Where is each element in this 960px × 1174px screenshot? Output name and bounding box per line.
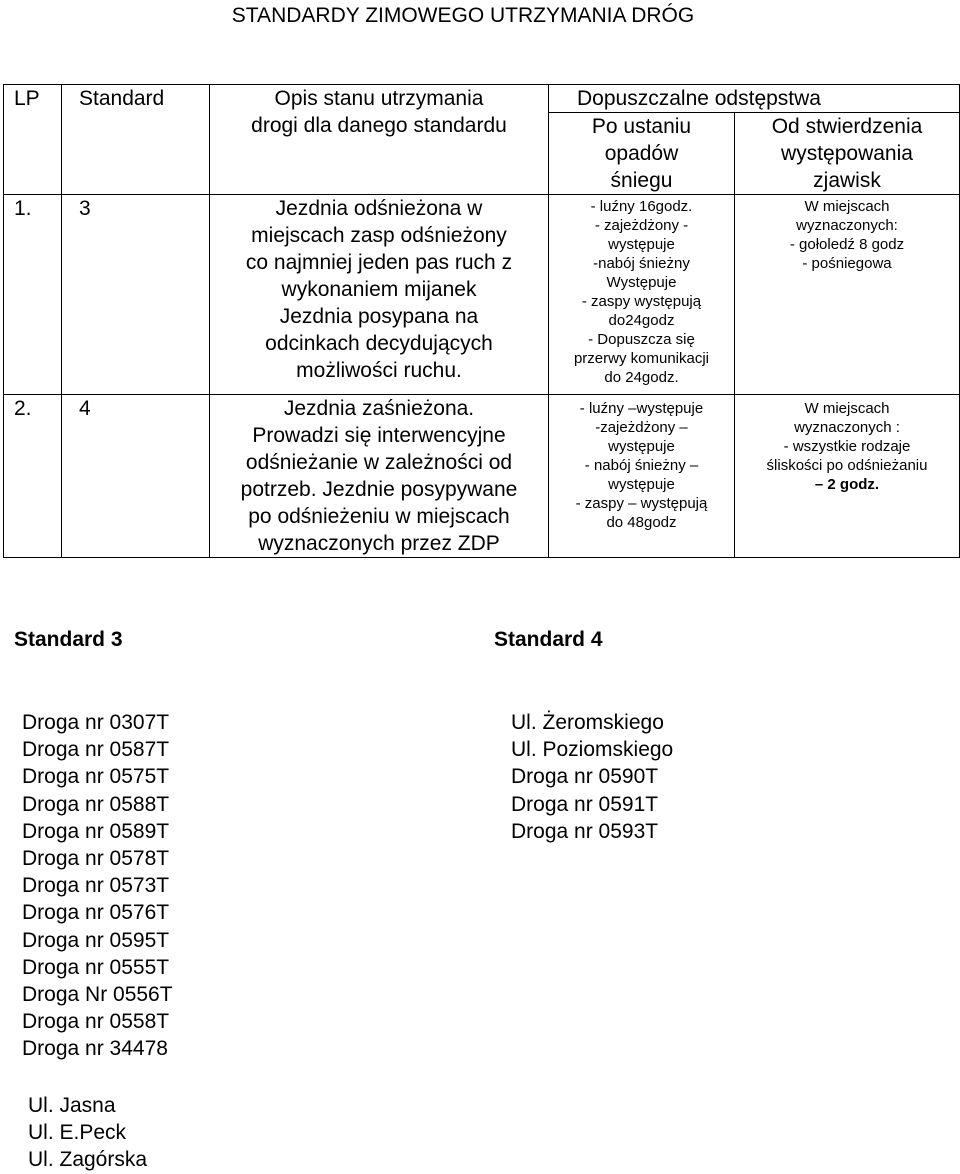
standard-3-road-list bbox=[22, 709, 173, 1063]
list-item: Droga Nr 0556T bbox=[22, 983, 173, 1007]
standard-3-street-list bbox=[28, 1092, 147, 1174]
header-after-snowfall: Po ustaniu opadów śniegu bbox=[549, 113, 735, 195]
row-description: Jezdnia odśnieżona w miejscach zasp odśnieżony co najmniej jeden pas ruch z wykonaniem mijanek Jezdnia posypana na odcinkach decydujących możliwości ruchu. bbox=[210, 195, 549, 395]
standard-3-heading: Standard 3 bbox=[14, 628, 123, 651]
row-standard: 4 bbox=[62, 395, 210, 558]
list-item: Droga nr 34478 bbox=[22, 1037, 168, 1061]
list-item: Droga nr 0593T bbox=[511, 819, 659, 843]
list-item: Droga nr 0578T bbox=[22, 847, 170, 871]
standard-4-road-list bbox=[511, 709, 673, 845]
list-item: Droga nr 0588T bbox=[22, 792, 170, 816]
list-item: Droga nr 0555T bbox=[22, 955, 170, 979]
header-description: Opis stanu utrzymania drogi dla danego standardu bbox=[210, 85, 549, 195]
row-description: Jezdnia zaśnieżona. Prowadzi się interwencyjne odśnieżanie w zależności od potrzeb. Jezdnie posypywane po odśnieżeniu w miejscach wyznaczonych przez ZDP bbox=[210, 395, 549, 558]
list-item: Ul. Poziomskiego bbox=[511, 738, 674, 762]
list-item: Droga nr 0576T bbox=[22, 901, 170, 925]
row-after-snowfall: - luźny 16godz. - zajeżdżony - występuje -nabój śnieżny Występuje - zaspy występują do24godz - Dopuszcza się przerwy komunikacji do 24godz. bbox=[549, 195, 735, 395]
row-standard: 3 bbox=[62, 195, 210, 395]
row-lp: 1. bbox=[4, 195, 62, 395]
list-item: Ul. Zagórska bbox=[28, 1148, 148, 1172]
list-item: Droga nr 0591T bbox=[511, 792, 659, 816]
row-since-detection: W miejscach wyznaczonych: - gołoledź 8 godz - pośniegowa bbox=[735, 195, 960, 395]
list-item: Droga nr 0587T bbox=[22, 738, 170, 762]
header-standard: Standard bbox=[62, 85, 210, 195]
list-item: Ul. E.Peck bbox=[28, 1121, 127, 1145]
list-item: Ul. Żeromskiego bbox=[511, 711, 664, 734]
list-item: Ul. Jasna bbox=[28, 1094, 116, 1117]
list-item: Droga nr 0595T bbox=[22, 928, 170, 952]
list-item: Droga nr 0575T bbox=[22, 765, 170, 789]
table-row bbox=[4, 195, 960, 395]
table-row bbox=[4, 395, 960, 558]
row-since-detection: W miejscach wyznaczonych : - wszystkie rodzaje śliskości po odśnieżaniu – 2 godz. bbox=[735, 395, 960, 558]
standard-4-heading: Standard 4 bbox=[494, 628, 603, 651]
row-lp: 2. bbox=[4, 395, 62, 558]
list-item: Droga nr 0589T bbox=[22, 819, 170, 843]
list-item: Droga nr 0590T bbox=[511, 765, 659, 789]
row-after-snowfall: - luźny –występuje -zajeżdżony – występuje - nabój śnieżny – występuje - zaspy – występują do 48godz bbox=[549, 395, 735, 558]
list-item: Droga nr 0307T bbox=[22, 711, 170, 734]
header-lp: LP bbox=[4, 85, 62, 195]
header-allowed-deviations: Dopuszczalne odstępstwa bbox=[549, 85, 960, 113]
page-title: STANDARDY ZIMOWEGO UTRZYMANIA DRÓG bbox=[231, 4, 695, 27]
list-item: Droga nr 0573T bbox=[22, 874, 170, 898]
header-since-detection: Od stwierdzenia występowania zjawisk bbox=[735, 113, 960, 195]
list-item: Droga nr 0558T bbox=[22, 1010, 170, 1034]
standards-table bbox=[3, 84, 960, 558]
